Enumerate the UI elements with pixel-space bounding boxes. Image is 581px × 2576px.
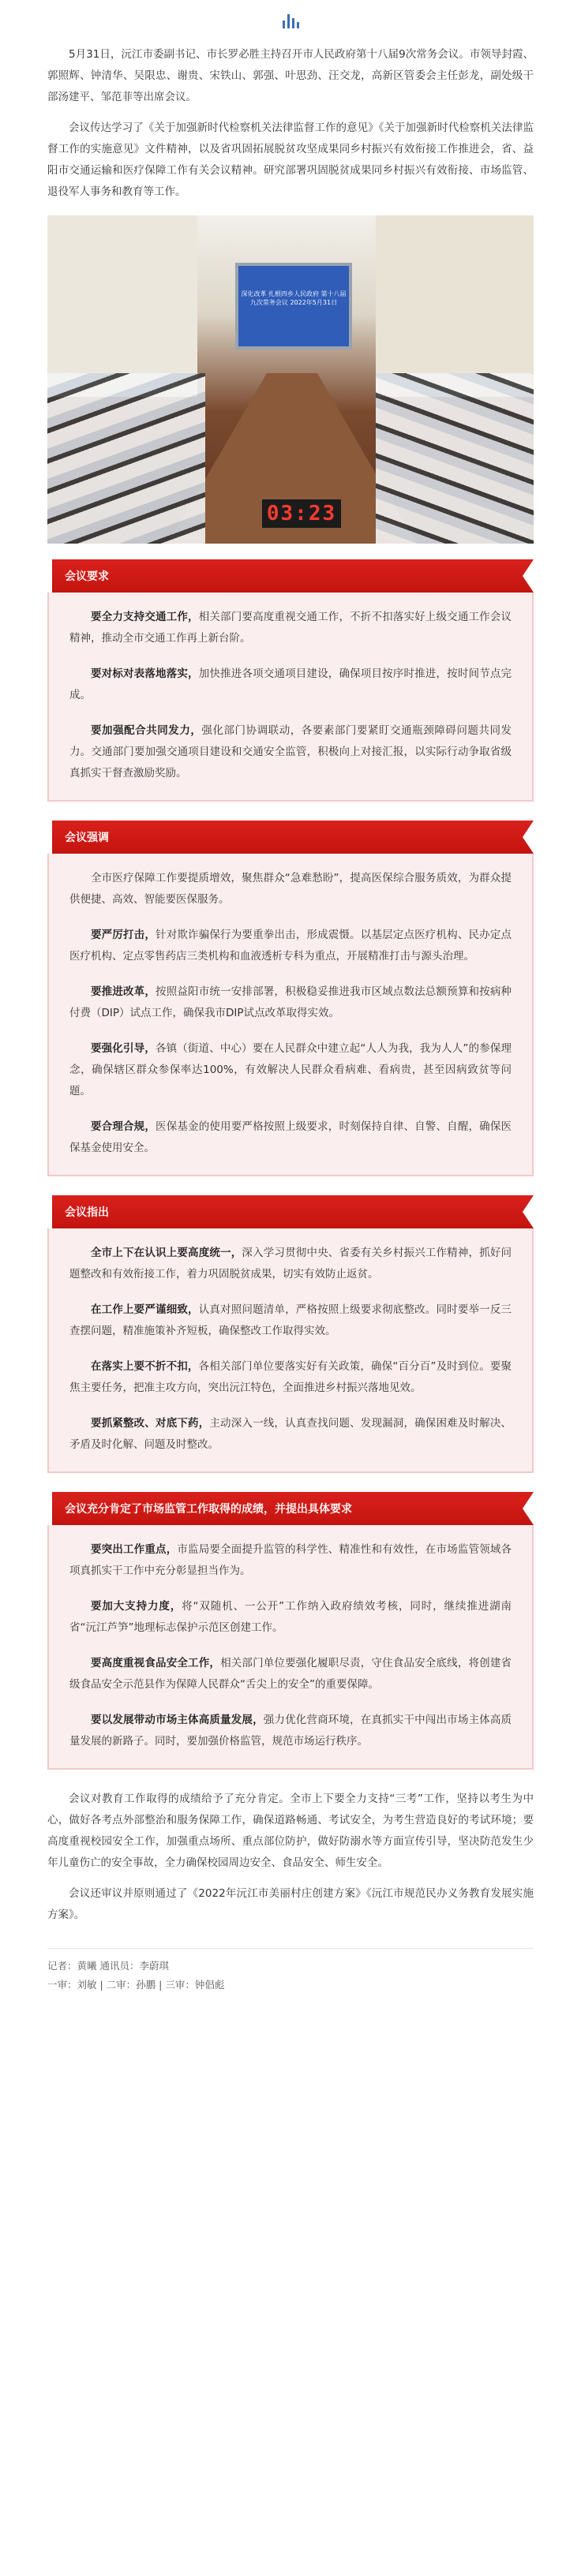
section-paragraph (69, 868, 512, 910)
paragraph-text: 认真对照问题清单，严格按照上级要求彻底整改。同时要举一反三查摆问题，精准施策补齐短板，确保整改工作取得实效。 (69, 1303, 512, 1337)
paragraph-lead: 要全力支持交通工作， (91, 611, 199, 623)
section-paragraph (69, 1413, 512, 1456)
article-footer (47, 1948, 534, 1995)
sections (47, 559, 534, 1770)
paragraph-lead: 要高度重视食品安全工作， (91, 1657, 221, 1669)
section-body (47, 1228, 534, 1473)
section-paragraph (69, 1710, 512, 1752)
outro-paragraph-2: 会议还审议并原则通过了《2022年沅江市美丽村庄创建方案》《沅江市规范民办义务教育发展实施方案》。 (47, 1887, 534, 1921)
paragraph-text: 市监局要全面提升监管的科学性、精准性和有效性，在市场监管领域各项真抓实干工作中充分彰显担当作为。 (69, 1543, 512, 1577)
section-paragraph (69, 1243, 512, 1285)
section-paragraph (69, 607, 512, 649)
paragraph-lead: 要突出工作重点， (91, 1543, 178, 1556)
section-paragraph (69, 664, 512, 706)
paragraph-lead: 要强化引导， (91, 1042, 156, 1055)
section-body (47, 593, 534, 802)
meeting-photo (47, 215, 534, 544)
intro-paragraph-1: 5月31日，沅江市委副书记、市长罗必胜主持召开市人民政府第十八届9次常务会议。市领导封霞、郭照辉、钟清华、吴限忠、谢贵、宋铁山、郭强、叶思劲、汪交龙，高新区管委会主任彭龙，副处级干部汤建平、邹范菲等出席会议。 (47, 48, 534, 103)
outro-paragraph-1: 会议对教育工作取得的成绩给予了充分肯定。全市上下要全力支持“三考”工作，坚持以考生为中心，做好各考点外部整治和服务保障工作，确保道路畅通、考试安全，为考生营造良好的考试环境；要高度重视校园安全工作，加强重点场所、重点部位防护，做好防溺水等方面宣传引导，坚决防范发生少年儿童伤亡的安全事故，全力确保校园周边安全、食品安全、师生安全。 (47, 1793, 534, 1869)
section-title: 会议充分肯定了市场监管工作取得的成绩，并提出具体要求 (47, 1492, 534, 1525)
paragraph-text: 全市医疗保障工作要提质增效，聚焦群众“急难愁盼”，提高医保综合服务质效，为群众提供便捷、高效、智能要医保服务。 (69, 872, 512, 906)
paragraph-lead: 全市上下在认识上要高度统一， (91, 1247, 242, 1259)
paragraph-lead: 要推进改革， (91, 985, 156, 998)
section-paragraph (69, 720, 512, 784)
paragraph-text: 按照益阳市统一安排部署，积极稳妥推进我市区域点数法总额预算和按病种付费（DIP）试点工作，确保我市DIP试点改革取得实效。 (69, 985, 512, 1019)
intro (47, 44, 534, 203)
paragraph-lead: 在工作上要严谨细致， (91, 1303, 199, 1316)
intro-paragraph-2: 会议传达学习了《关于加强新时代检察机关法律监督工作的意见》《关于加强新时代检察机关法律监督工作的实施意见》文件精神，以及省巩固拓展脱贫攻坚成果同乡村振兴有效衔接工作推进会，省、益阳市交通运输和医疗保障工作有关会议精神。研究部署巩固脱贫成果同乡村振兴有效衔接、市场监管、退役军人事务和教育等工作。 (47, 122, 534, 198)
section (47, 1492, 534, 1770)
paragraph-text: 各相关部门单位要落实好有关政策，确保“百分百”及时到位。要聚焦主要任务，把准主攻方向，突出沅江特色，全面推进乡村振兴落地见效。 (69, 1360, 512, 1394)
section-title: 会议强调 (47, 821, 534, 854)
paragraph-lead: 要以发展带动市场主体高质量发展， (91, 1714, 264, 1726)
paragraph-lead: 在落实上要不折不扣， (91, 1360, 199, 1373)
paragraph-text: 强化部门协调联动，各要素部门要紧盯交通瓶颈障碍问题共同发力。交通部门要加强交通项目建设和交通安全监管，积极向上对接汇报，以实际行动争取省级真抓实干督查激励奖励。 (69, 724, 512, 780)
section-title: 会议指出 (47, 1195, 534, 1228)
paragraph-lead: 要对标对表落地落实， (91, 667, 199, 680)
meeting-timer: 03:23 (262, 499, 341, 528)
paragraph-text: 加快推进各项交通项目建设，确保项目按序时推进，按时间节点完成。 (69, 667, 512, 701)
section-body (47, 1525, 534, 1770)
section-paragraph (69, 1038, 512, 1102)
section-paragraph (69, 1596, 512, 1639)
paragraph-text: 相关部门要高度重视交通工作，不折不扣落实好上级交通工作会议精神，推动全市交通工作再上新台阶。 (69, 611, 512, 645)
paragraph-lead: 要加大支持力度， (91, 1600, 182, 1613)
outro (47, 1789, 534, 1926)
section-paragraph (69, 1116, 512, 1159)
paragraph-text: 主动深入一线，认真查找问题、发现漏洞，确保困难及时解决、矛盾及时化解、问题及时整改。 (69, 1417, 512, 1451)
paragraph-text: 强力优化营商环境，在真抓实干中闯出市场主体高质量发展的新路子。同时，要加强价格监管，规范市场运行秩序。 (69, 1714, 512, 1748)
section-paragraph (69, 1539, 512, 1582)
section-body (47, 854, 534, 1176)
meeting-screen: 深化改革 扎根四乡人民政府 第十八届九次常务会议 2022年5月31日 (235, 263, 352, 350)
section (47, 821, 534, 1176)
paragraph-lead: 要抓紧整改、对底下药， (91, 1417, 210, 1430)
paragraph-text: 各镇（街道、中心）要在人民群众中建立起“人人为我，我为人人”的参保理念，确保辖区群众参保率达100%，有效解决人民群众看病难、看病贵，甚至因病致贫等问题。 (69, 1042, 512, 1097)
paragraph-lead: 要加强配合共同发力， (91, 724, 202, 737)
section-title: 会议要求 (47, 559, 534, 593)
section (47, 1195, 534, 1473)
section-paragraph (69, 1299, 512, 1342)
section-paragraph (69, 1356, 512, 1399)
paragraph-text: 深入学习贯彻中央、省委有关乡村振兴工作精神，抓好问题整改和有效衔接工作，着力巩固脱贫成果，切实有效防止返贫。 (69, 1247, 512, 1281)
section-paragraph (69, 925, 512, 967)
paragraph-lead: 要严厉打击， (91, 929, 156, 941)
header-logo-icon (47, 0, 534, 35)
paragraph-text: 医保基金的使用要严格按照上级要求，时刻保持自律、自警、自醒，确保医保基金使用安全。 (69, 1120, 512, 1154)
paragraph-text: 将“双随机、一公开”工作纳入政府绩效考核，同时，继续推进湖南省“沅江芦笋”地理标志保护示范区创建工作。 (69, 1600, 512, 1634)
paragraph-text: 针对欺诈骗保行为要重拳出击，形成震慑。以基层定点医疗机构、民办定点医疗机构、定点零售药店三类机构和血液透析专科为重点，开展精准打击与源头治理。 (69, 929, 512, 963)
review-line: 一审：刘敏 | 二审：孙鹏 | 三审：钟倡彪 (47, 1978, 225, 1991)
paragraph-lead: 要合理合规， (91, 1120, 156, 1133)
paragraph-text: 相关部门单位要强化履职尽责，守住食品安全底线，将创建省级食品安全示范县作为保障人民群众“舌尖上的安全”的重要保障。 (69, 1657, 512, 1691)
section-paragraph (69, 1653, 512, 1696)
section-paragraph (69, 981, 512, 1024)
section (47, 559, 534, 802)
credits: 记者：黄曦 通讯员：李蔚琪 (47, 1960, 169, 1972)
